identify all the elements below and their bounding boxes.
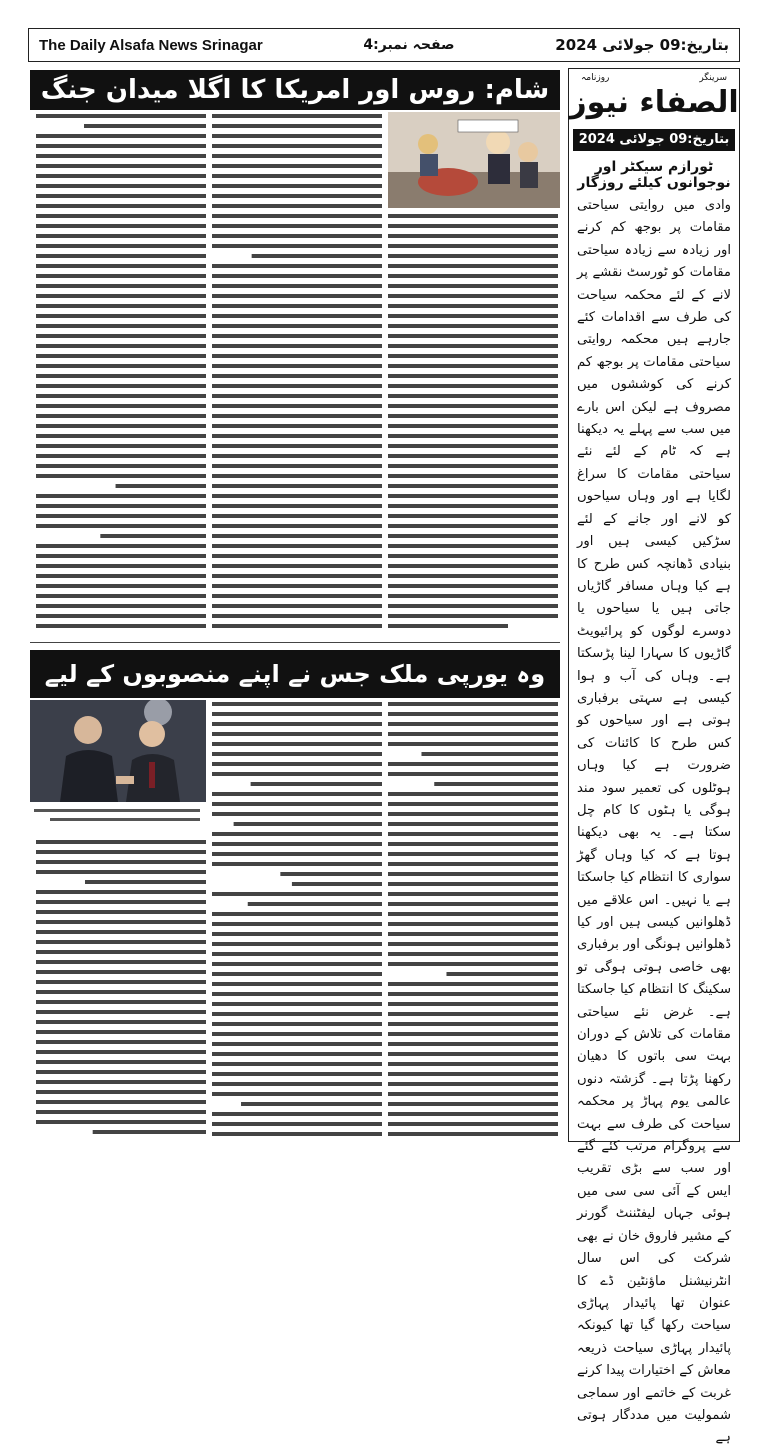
leaders-photo xyxy=(30,700,206,802)
text-line xyxy=(84,124,206,128)
text-line xyxy=(388,932,558,936)
text-line xyxy=(388,852,558,856)
text-line xyxy=(388,902,558,906)
text-line xyxy=(212,852,382,856)
text-line xyxy=(36,920,206,924)
newspaper-logo: الصفاء نیوز xyxy=(569,85,739,120)
text-line xyxy=(212,364,382,368)
text-line xyxy=(388,1052,558,1056)
text-line xyxy=(292,882,382,886)
text-line xyxy=(116,484,206,488)
text-line xyxy=(36,114,206,118)
text-line xyxy=(434,782,558,786)
text-line xyxy=(212,922,382,926)
text-line xyxy=(36,910,206,914)
text-line xyxy=(36,354,206,358)
text-line xyxy=(212,614,382,618)
text-line xyxy=(388,812,558,816)
sidebar-title: ٹورازم سیکٹر اور نوجوانوں کیلئے روزگار xyxy=(577,159,731,191)
text-line xyxy=(212,514,382,518)
text-line xyxy=(36,494,206,498)
text-line xyxy=(388,922,558,926)
text-line xyxy=(36,454,206,458)
text-line xyxy=(388,1112,558,1116)
text-line xyxy=(212,164,382,168)
cartoon-image xyxy=(388,112,560,208)
text-line xyxy=(388,712,558,716)
text-line xyxy=(36,554,206,558)
text-line xyxy=(36,930,206,934)
text-line xyxy=(212,174,382,178)
text-line xyxy=(36,940,206,944)
text-line xyxy=(212,414,382,418)
text-line xyxy=(212,1082,382,1086)
text-line xyxy=(212,394,382,398)
text-line xyxy=(212,494,382,498)
text-line xyxy=(36,860,206,864)
text-line xyxy=(388,1092,558,1096)
text-line xyxy=(36,144,206,148)
text-line xyxy=(36,980,206,984)
text-line xyxy=(36,444,206,448)
text-line xyxy=(388,722,558,726)
text-line xyxy=(212,374,382,378)
text-line xyxy=(212,334,382,338)
text-line xyxy=(388,862,558,866)
text-line xyxy=(36,514,206,518)
text-line xyxy=(36,1110,206,1114)
article2-col-2 xyxy=(212,700,382,1140)
text-line xyxy=(36,214,206,218)
text-line xyxy=(212,234,382,238)
text-line xyxy=(212,802,382,806)
text-line xyxy=(212,354,382,358)
text-line xyxy=(36,414,206,418)
text-line xyxy=(388,762,558,766)
text-line xyxy=(212,504,382,508)
page-header xyxy=(28,28,740,62)
text-line xyxy=(212,1012,382,1016)
section-divider xyxy=(30,642,560,643)
text-line xyxy=(212,1072,382,1076)
text-line xyxy=(212,812,382,816)
page-number: صفحہ نمبر:4 xyxy=(363,37,455,53)
text-line xyxy=(388,1022,558,1026)
text-line xyxy=(36,524,206,528)
text-line xyxy=(36,584,206,588)
masthead-date: بتاریخ:09 جولائی 2024 xyxy=(573,129,735,151)
text-line xyxy=(212,702,382,706)
text-line xyxy=(212,1002,382,1006)
text-line xyxy=(100,534,206,538)
text-line xyxy=(36,1060,206,1064)
text-line xyxy=(212,294,382,298)
text-line xyxy=(388,702,558,706)
text-line xyxy=(212,284,382,288)
text-line xyxy=(212,544,382,548)
text-line xyxy=(388,1062,558,1066)
text-line xyxy=(212,554,382,558)
text-line xyxy=(212,304,382,308)
text-line xyxy=(212,1062,382,1066)
text-line xyxy=(212,474,382,478)
text-line xyxy=(212,982,382,986)
text-line xyxy=(212,594,382,598)
text-line xyxy=(212,314,382,318)
text-line xyxy=(388,792,558,796)
text-line xyxy=(212,244,382,248)
text-line xyxy=(388,742,558,746)
text-line xyxy=(212,154,382,158)
article-col-3 xyxy=(36,112,206,638)
text-line xyxy=(212,344,382,348)
text-line xyxy=(241,1102,382,1106)
text-line xyxy=(36,134,206,138)
text-line xyxy=(36,1000,206,1004)
text-line xyxy=(212,912,382,916)
text-line xyxy=(212,972,382,976)
text-line xyxy=(36,254,206,258)
text-line xyxy=(212,274,382,278)
text-line xyxy=(212,604,382,608)
text-line xyxy=(212,224,382,228)
text-line xyxy=(212,1112,382,1116)
text-line xyxy=(212,762,382,766)
text-line xyxy=(212,992,382,996)
text-line xyxy=(36,164,206,168)
text-line xyxy=(36,1030,206,1034)
text-line xyxy=(388,842,558,846)
text-line xyxy=(252,254,382,258)
masthead xyxy=(569,69,739,123)
text-line xyxy=(388,912,558,916)
text-line xyxy=(388,1012,558,1016)
text-line xyxy=(212,194,382,198)
text-line xyxy=(36,594,206,598)
masthead-label-left: روزنامہ xyxy=(581,73,610,83)
text-line xyxy=(212,932,382,936)
text-line xyxy=(212,454,382,458)
text-line xyxy=(212,1052,382,1056)
text-line xyxy=(212,832,382,836)
sidebar-body: وادی میں روایتی سیاحتی مقامات پر بوجھ کم کرنے اور زیادہ سے زیادہ سیاحتی مقامات کو ٹورسٹ نقشے پر لانے کے لئے محکمہ سیاحت کی طرف سے اقدامات کئے جارہے ہیں محکمہ روایتی سیاحتی مقامات پر بوجھ کم کرنے کی کوششوں میں مصروف ہے لیکن اس بارے میں سب سے پہلے یہ دیکھنا ہے کہ ٹام کے لئے نئے سیاحتی مقامات کا سراغ لگایا ہے اور وہاں سیاحوں کو لانے اور جانے کے لئے سڑکیں کیسی ہیں اور بنیادی ڈھانچہ کس طرح کا ہے کیا وہاں مسافر گاڑیاں جاتی ہیں یا سیاحوں یا دوسرے لوگوں کو پرائیویٹ گاڑیوں کا سہارا لینا پڑسکتا ہے۔ وہاں کی آب و ہوا کیسی ہے سہتی برفباری ہوتی ہے اور سیاحوں کو کس طرح کا کائنات کی ضرورت ہے کیا وہاں ہوٹلوں کی تعمیر سود مند ہوگی یا ہٹوں کا کام چل سکتا ہے۔ یہ بھی دیکھنا ہوتا ہے کہ کیا وہاں گھڑ سواری کا انتظام کیا جاسکتا ہے یا نہیں۔ اس علاقے میں ڈھلوانیں کیسی ہیں اور کیا ڈھلوانیں ہونگی اور برفباری بھی خاصی ہوتی ہوگی تو سکینگ کا انتظام کیا جاسکتا ہے۔ غرض نئے سیاحتی مقامات کی تلاش کے دوران بہت سی باتوں کا دھیان رکھنا پڑتا ہے۔ گزشتہ دنوں عالمی یوم پہاڑ پر محکمہ سیاحت کی طرف سے بہت سے پروگرام مرتب کئے گئے اور سب سے بڑی تقریب ایس کے آئی سی سی میں ہوئی جہاں لیفٹننٹ گورنر کے مشیر فاروق خان نے بھی شرکت کی اس سال انٹرنیشنل ماؤنٹین ڈے کا عنوان تھا پائیدار پہاڑی سیاحت رکھا گیا تھا کیونکہ پائیدار پہاڑی سیاحت ذریعہ معاش کے اختیارات پیدا کرنے غربت کے خاتمے اور سماجی شمولیت میں مددگار ہوتی ہے xyxy=(577,198,731,1446)
text-line xyxy=(212,404,382,408)
text-line xyxy=(212,524,382,528)
text-line xyxy=(36,194,206,198)
text-line xyxy=(388,952,558,956)
text-line xyxy=(212,732,382,736)
text-line xyxy=(212,862,382,866)
article2-col-3 xyxy=(36,838,206,1140)
text-line xyxy=(212,1132,382,1136)
text-line xyxy=(36,314,206,318)
text-line xyxy=(36,204,206,208)
text-line xyxy=(36,394,206,398)
text-line xyxy=(212,434,382,438)
main-headline: شام: روس اور امریکا کا اگلا میدان جنگ xyxy=(30,70,560,110)
text-line xyxy=(212,444,382,448)
text-line xyxy=(36,1090,206,1094)
text-line xyxy=(36,154,206,158)
text-line xyxy=(212,574,382,578)
text-line xyxy=(36,1080,206,1084)
text-line xyxy=(36,624,206,628)
text-line xyxy=(212,214,382,218)
text-line xyxy=(36,1010,206,1014)
text-line xyxy=(388,1072,558,1076)
text-line xyxy=(388,832,558,836)
text-line xyxy=(212,942,382,946)
text-line xyxy=(212,424,382,428)
text-line xyxy=(388,962,558,966)
text-line xyxy=(36,1020,206,1024)
text-line xyxy=(388,732,558,736)
text-line xyxy=(212,324,382,328)
text-line xyxy=(212,464,382,468)
text-line xyxy=(36,284,206,288)
text-line xyxy=(36,1040,206,1044)
text-line xyxy=(388,942,558,946)
text-line xyxy=(212,742,382,746)
text-line xyxy=(388,982,558,986)
text-line xyxy=(36,464,206,468)
text-line xyxy=(36,1120,206,1124)
text-line xyxy=(212,564,382,568)
text-line xyxy=(36,960,206,964)
text-line xyxy=(36,850,206,854)
text-line xyxy=(36,840,206,844)
masthead-label-right: سرینگر xyxy=(699,73,727,83)
text-line xyxy=(36,404,206,408)
text-line xyxy=(388,1032,558,1036)
article2-col-1 xyxy=(388,700,558,1140)
text-line xyxy=(36,364,206,368)
text-line xyxy=(36,324,206,328)
text-line xyxy=(212,114,382,118)
text-line xyxy=(212,384,382,388)
text-line xyxy=(388,772,558,776)
text-line xyxy=(36,564,206,568)
header-date: بتاریخ:09 جولائی 2024 xyxy=(555,36,729,54)
text-line xyxy=(212,1022,382,1026)
text-line xyxy=(36,224,206,228)
text-line xyxy=(36,990,206,994)
text-line xyxy=(388,1042,558,1046)
text-line xyxy=(212,124,382,128)
text-line xyxy=(36,614,206,618)
text-line xyxy=(388,1002,558,1006)
text-line xyxy=(212,484,382,488)
photo-caption xyxy=(30,805,204,833)
text-line xyxy=(446,972,558,976)
text-line xyxy=(36,304,206,308)
text-line xyxy=(388,822,558,826)
text-line xyxy=(388,892,558,896)
text-line xyxy=(36,294,206,298)
text-line xyxy=(36,474,206,478)
text-line xyxy=(234,822,382,826)
text-line xyxy=(36,900,206,904)
text-line xyxy=(388,1082,558,1086)
text-line xyxy=(36,334,206,338)
text-line xyxy=(36,870,206,874)
text-line xyxy=(212,1122,382,1126)
text-line xyxy=(36,890,206,894)
sidebar-editorial xyxy=(568,68,740,1446)
text-line xyxy=(212,952,382,956)
text-line xyxy=(36,604,206,608)
article-col-2 xyxy=(212,112,382,638)
text-line xyxy=(36,184,206,188)
text-line xyxy=(388,1122,558,1126)
text-line xyxy=(212,184,382,188)
text-line xyxy=(36,234,206,238)
text-line xyxy=(36,1070,206,1074)
text-line xyxy=(85,880,206,884)
second-headline: وہ یورپی ملک جس نے اپنے منصوبوں کے لیے xyxy=(30,650,560,698)
text-line xyxy=(93,1130,206,1134)
text-line xyxy=(36,950,206,954)
text-line xyxy=(212,962,382,966)
text-line xyxy=(36,264,206,268)
text-line xyxy=(248,902,382,906)
text-line xyxy=(212,772,382,776)
text-line xyxy=(36,574,206,578)
text-line xyxy=(36,434,206,438)
text-line xyxy=(36,374,206,378)
text-line xyxy=(36,384,206,388)
text-line xyxy=(212,204,382,208)
text-line xyxy=(212,1032,382,1036)
text-line xyxy=(36,174,206,178)
article-col-1 xyxy=(388,212,558,638)
text-line xyxy=(212,722,382,726)
text-line xyxy=(212,264,382,268)
text-line xyxy=(212,792,382,796)
text-line xyxy=(388,882,558,886)
text-line xyxy=(212,534,382,538)
text-line xyxy=(388,992,558,996)
text-line xyxy=(212,1042,382,1046)
text-line xyxy=(280,872,382,876)
text-line xyxy=(212,842,382,846)
text-line xyxy=(36,274,206,278)
text-line xyxy=(36,544,206,548)
text-line xyxy=(36,1050,206,1054)
text-line xyxy=(36,970,206,974)
text-line xyxy=(212,892,382,896)
text-line xyxy=(388,802,558,806)
paper-name: The Daily Alsafa News Srinagar xyxy=(39,36,263,54)
text-line xyxy=(212,144,382,148)
text-line xyxy=(421,752,558,756)
text-line xyxy=(36,504,206,508)
text-line xyxy=(36,344,206,348)
text-line xyxy=(388,1132,558,1136)
text-line xyxy=(212,1092,382,1096)
text-line xyxy=(36,244,206,248)
text-line xyxy=(251,782,382,786)
text-line xyxy=(36,1100,206,1104)
text-line xyxy=(212,624,382,628)
text-line xyxy=(212,752,382,756)
text-line xyxy=(212,134,382,138)
text-line xyxy=(388,1102,558,1106)
text-line xyxy=(212,584,382,588)
text-line xyxy=(388,872,558,876)
text-line xyxy=(212,712,382,716)
text-line xyxy=(36,424,206,428)
